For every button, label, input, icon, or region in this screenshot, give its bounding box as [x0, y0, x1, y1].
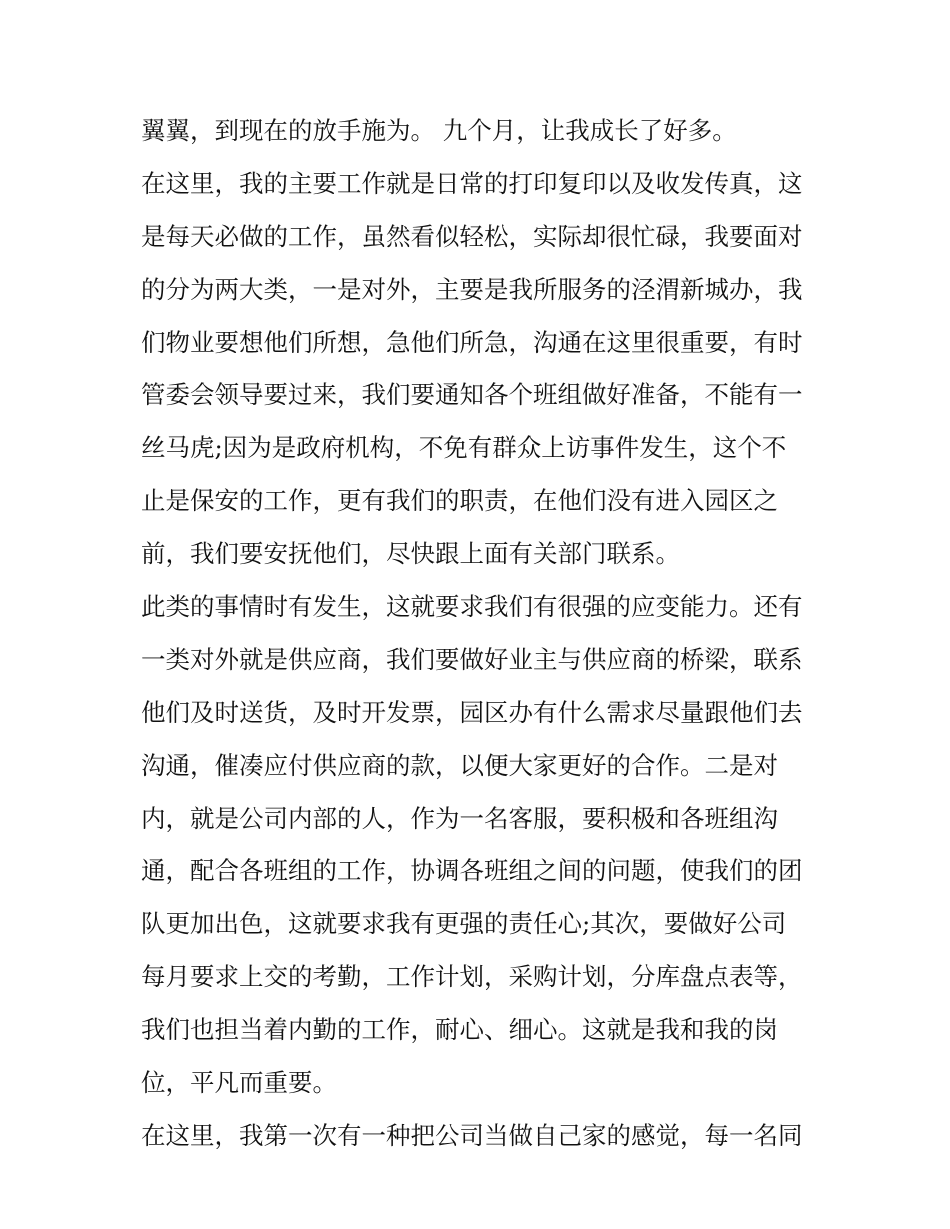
text-line: 内，就是公司内部的人，作为一名客服，要积极和各班组沟: [141, 803, 778, 833]
text-line: 翼翼，到现在的放手施为。 九个月，让我成长了好多。: [141, 116, 737, 145]
text-line: 在这里，我的主要工作就是日常的打印复印以及收发传真，这: [141, 168, 803, 198]
text-line: 此类的事情时有发生，这就要求我们有很强的应变能力。还有: [141, 592, 803, 622]
text-line: 我们也担当着内勤的工作，耐心、细心。这就是我和我的岗: [141, 1015, 778, 1045]
text-line: 前，我们要安抚他们，尽快跟上面有关部门联系。: [141, 539, 680, 569]
text-line: 一类对外就是供应商，我们要做好业主与供应商的桥梁，联系: [141, 644, 803, 674]
text-line: 是每天必做的工作，虽然看似轻松，实际却很忙碌，我要面对: [141, 221, 803, 251]
text-line: 管委会领导要过来，我们要通知各个班组做好准备，不能有一: [141, 380, 803, 410]
text-line: 每月要求上交的考勤，工作计划，采购计划，分库盘点表等，: [141, 962, 803, 992]
text-line: 通，配合各班组的工作，协调各班组之间的问题，使我们的团: [141, 856, 803, 886]
text-line: 队更加出色，这就要求我有更强的责任心;其次，要做好公司: [141, 909, 787, 939]
text-line: 沟通，催凑应付供应商的款，以便大家更好的合作。二是对: [141, 750, 778, 780]
text-line: 在这里，我第一次有一种把公司当做自己家的感觉，每一名同: [141, 1120, 803, 1150]
text-line: 的分为两大类，一是对外，主要是我所服务的泾渭新城办，我: [141, 274, 803, 304]
text-line: 位，平凡而重要。: [141, 1068, 337, 1098]
body-text: [141, 105, 821, 1163]
text-line: 他们及时送货，及时开发票，园区办有什么需求尽量跟他们去: [141, 697, 803, 727]
text-line: 止是保安的工作，更有我们的职责，在他们没有进入园区之: [141, 486, 778, 516]
text-line: 丝马虎;因为是政府机构，不免有群众上访事件发生，这个不: [141, 433, 787, 463]
text-line: 们物业要想他们所想，急他们所急，沟通在这里很重要，有时: [141, 327, 803, 357]
